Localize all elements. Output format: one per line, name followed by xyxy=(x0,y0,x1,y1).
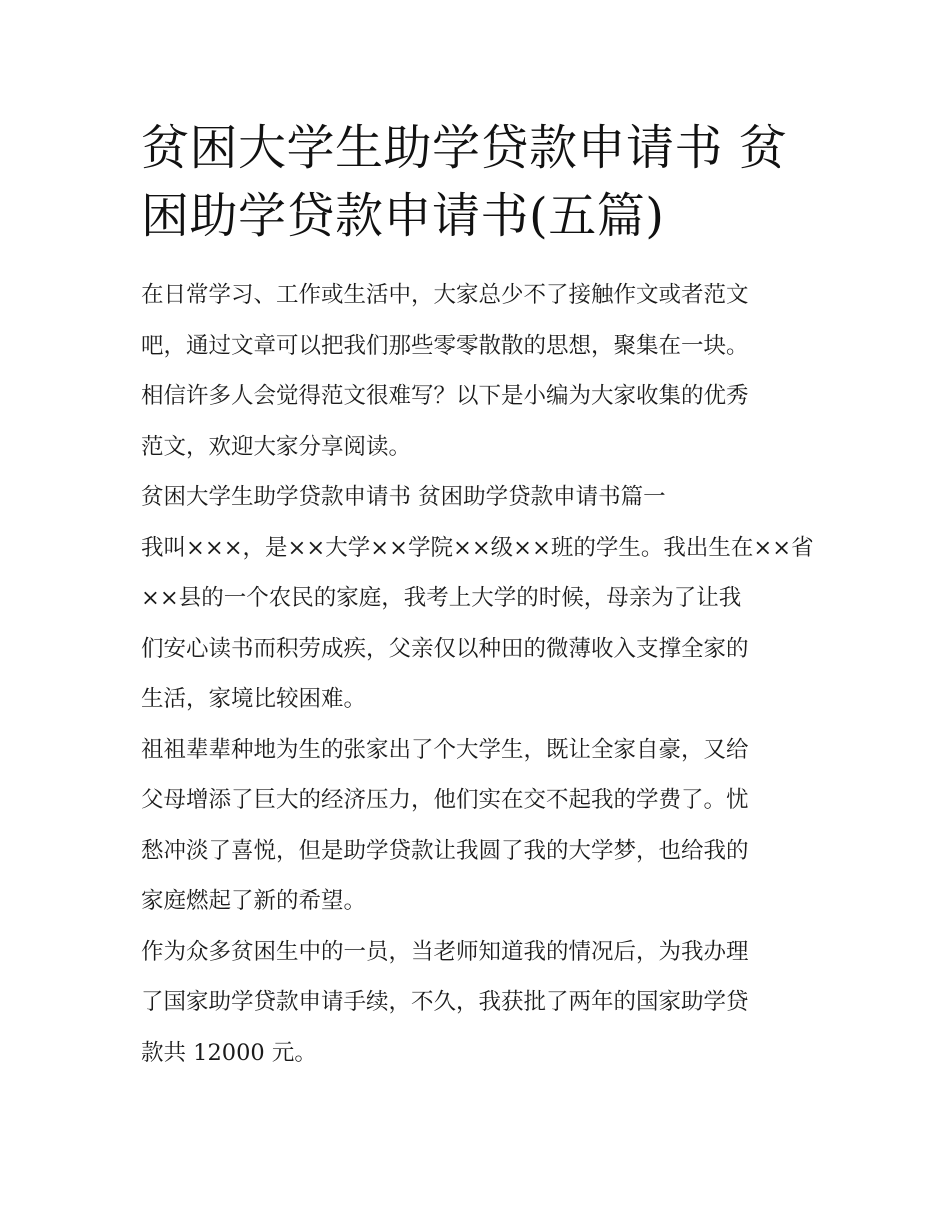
text-line: 家庭燃起了新的希望。 xyxy=(141,888,367,914)
text-line: 祖祖辈辈种地为生的张家出了个大学生，既让全家自豪，又给 xyxy=(141,736,749,763)
text-line: 作为众多贫困生中的一员，当老师知道我的情况后，为我办理 xyxy=(141,938,749,965)
body-paragraph xyxy=(141,927,813,1079)
text-line: 贫困大学生助学贷款申请书 贫困助学贷款申请书篇一 xyxy=(141,484,666,510)
text-line: 范文，欢迎大家分享阅读。 xyxy=(141,433,412,460)
document-title xyxy=(141,114,813,250)
intro-paragraph xyxy=(141,270,813,472)
document-content xyxy=(141,114,813,1078)
title-line: 困助学贷款申请书(五篇) xyxy=(141,188,665,244)
section-heading xyxy=(141,472,813,523)
text-line: 相信许多人会觉得范文很难写？以下是小编为大家收集的优秀 xyxy=(141,383,749,409)
text-line: 愁冲淡了喜悦，但是助学贷款让我圆了我的大学梦，也给我的 xyxy=(141,837,749,864)
title-line: 贫困大学生助学贷款申请书 贫 xyxy=(141,120,788,176)
text-line: 了国家助学贷款申请手续，不久，我获批了两年的国家助学贷 xyxy=(141,989,749,1015)
text-line: 们安心读书而积劳成疾，父亲仅以种田的微薄收入支撑全家的 xyxy=(141,635,749,662)
text-line: 吧，通过文章可以把我们那些零零散散的思想，聚集在一块。 xyxy=(141,332,749,359)
document-body xyxy=(141,270,813,1078)
text-line: ××县的一个农民的家庭，我考上大学的时候，母亲为了让我 xyxy=(141,585,742,611)
text-line: 在日常学习、工作或生活中，大家总少不了接触作文或者范文 xyxy=(141,282,749,308)
text-line: 我叫×××，是××大学××学院××级××班的学生。我出生在××省 xyxy=(141,534,814,561)
body-paragraph xyxy=(141,725,813,927)
text-line: 款共 12000 元。 xyxy=(141,1039,317,1066)
text-line: 生活，家境比较困难。 xyxy=(141,686,367,712)
body-paragraph xyxy=(141,523,813,725)
text-line: 父母增添了巨大的经济压力，他们实在交不起我的学费了。忧 xyxy=(141,787,749,813)
